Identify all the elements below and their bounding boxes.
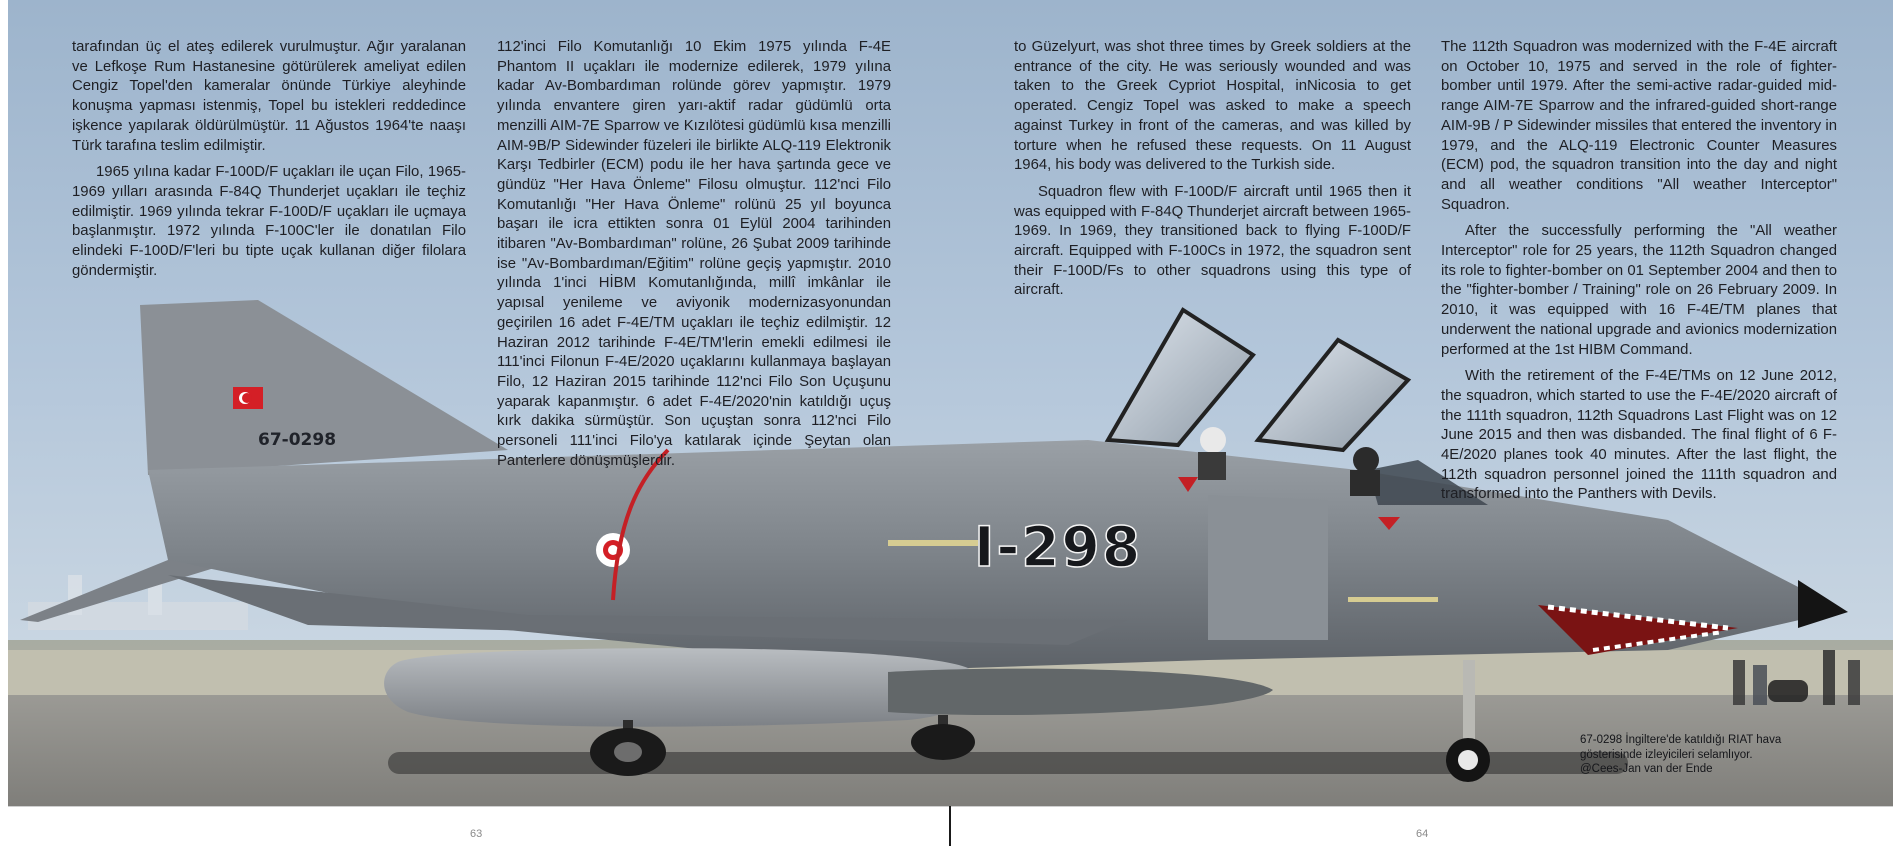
page-gutter xyxy=(949,806,951,846)
paragraph: to Güzelyurt, was shot three times by Greek soldiers at the entrance of the city. He was seriously wounded and was taken to the Greek Cypriot Hospital, inNicosia to get operated. Cengiz Topel was asked to make a speech against Turkey in front of the cameras, and was killed by torture when he refused these requests. On 11 August 1964, his body was delivered to the Turkish side. xyxy=(1014,39,1411,174)
caption-credit: @Cees-Jan van der Ende xyxy=(1580,763,1713,775)
page-number-left: 63 xyxy=(470,828,483,840)
engine-intake xyxy=(1208,495,1328,640)
photo-caption xyxy=(1580,733,1820,777)
caption-line: gösterisinde izleyicileri selamlıyor. xyxy=(1580,748,1753,761)
paragraph: 112'inci Filo Komutanlığı 10 Ekim 1975 yılında F-4E Phantom II uçakları ile modernize edilerek, 1979 yılına kadar Av-Bombardıman rolünde görev yapmıştır. 1979 yılında envantere giren yarı-aktif radar güdümlü orta menzilli AIM-7E Sparrow ve Kızılötesi güdümlü kısa menzilli AIM-9B/P Sidewinder füzeleri ile birlikte ALQ-119 Elektronik Karşı Tedbirler (ECM) podu ile her hava şartında gece ve gündüz "Her Hava Önleme" Filosu olmuştur. 112'nci Filo Komutanlığı "Her Hava Önleme" rolünü 25 yıl boyunca başarı ile icra ettikten sonra 01 Eylül 2004 tarihinden itibaren "Av-Bombardıman" rolüne, 26 Şubat 2009 tarihinde ise "Av-Bombardıman/Eğitim" rolüne geçiş yapmıştır. 2010 yılında 1'inci HİBM Komutanlığında, millî imkânlar ile yapısal yenileme ve aviyonik modernizasyonundan geçirilen 16 adet F-4E/TM uçakları ile teçhiz edilmiştir. 12 Haziran 2012 tarihinde F-4E/TM'lerin emekli edilmesi ile 111'inci Filonun F-4E/2020 uçaklarını kullanmaya başlayan Filo, 12 Haziran 2015 tarihinde 112'nci Filo Son Uçuşunu yaparak kapanmıştır. 6 adet F-4E/2020'nin katıldığı uçuş kırk dakika sürmüştür. Son uçuştan sonra 112'nci Filo personeli 111'inci Filo'ya katılarak içinde Şeytan olan Panterlere dönüşmüşlerdir. xyxy=(497,39,891,469)
caption-line: 67-0298 İngiltere'de katıldığı RIAT hava xyxy=(1580,734,1782,746)
paragraph: With the retirement of the F-4E/TMs on 12 June 2012, the squadron, which started to use the F-4E/2020 aircraft of the 111th squadron, 112th Squadrons Last Flight was on 12 June 2015 and then was disbanded. The final flight of 6 F-4E/2020 planes took 40 minutes. After the last flight, the 112th squadron personnel joined the 111th squadron and transformed into the Panthers with Devils. xyxy=(1441,368,1837,503)
ref-stripe-2 xyxy=(1348,597,1438,602)
aircraft-shadow xyxy=(388,752,1628,774)
english-column-2 xyxy=(1441,38,1837,512)
turkish-column-1 xyxy=(72,38,466,288)
english-column-1 xyxy=(1014,38,1411,308)
tail-serial: 67-0298 xyxy=(258,430,337,450)
paragraph: After the successfully performing the "All weather Interceptor" role for 25 years, the 112th Squadron changed its role to fighter-bomber on 01 September 2004 and then to the "fighter-bomber / Training" role on 26 February 2009. In 2010, it was equipped with 16 F-4E/TM planes that underwent the national upgrade and avionics modernization performed at the 1st HIBM Command. xyxy=(1441,223,1837,358)
page-number-right: 64 xyxy=(1416,828,1429,840)
ref-stripe xyxy=(888,540,978,546)
paragraph: 1965 yılına kadar F-100D/F uçakları ile uçan Filo, 1965-1969 yılları arasında F-84Q Thunderjet uçakları ile teçhiz edilmiştir. 1969 yılında tekrar F-100D/F uçakları ile uçmaya başlanmıştır. 1972 yılında F-100C'ler ile donatılan Filo elindeki F-100D/F'leri bu tipte uçak kullanan diğer filolara göndermiştir. xyxy=(72,164,466,279)
paragraph: The 112th Squadron was modernized with the F-4E aircraft on October 10, 1975 and served in the role of fighter-bomber until 1979. After the semi-active radar-guided mid-range AIM-7E Sparrow and the infrared-guided short-range AIM-9B / P Sidewinder missiles that entered the inventory in 1979, and the ALQ-119 Electronic Counter Measures (ECM) pod, the squadron transition into the day and night and all weather conditions "All weather Interceptor" Squadron. xyxy=(1441,39,1837,213)
paragraph: Squadron flew with F-100D/F aircraft until 1965 then it was equipped with F-84Q Thunderjet aircraft between 1965-1969. In 1969, they transitioned back to flying F-100D/F aircraft. Equipped with F-100Cs in 1972, the squadron sent their F-100D/Fs to other squadrons using this type of aircraft. xyxy=(1014,183,1411,299)
nose-code: I-298 xyxy=(974,515,1143,579)
turkish-column-2 xyxy=(497,38,891,478)
paragraph: tarafından üç el ateş edilerek vurulmuştur. Ağır yaralanan ve Lefkoşe Rum Hastanesine götürülerek ameliyat edilen Cengiz Topel'den kameralar önünde Türkiye aleyhinde konuşma yapması istenmiş, Topel bu istekleri reddedince işkence yapılarak öldürülmüştür. 11 Ağustos 1964'te naaşı Türk tarafına teslim edilmiştir. xyxy=(72,39,466,154)
